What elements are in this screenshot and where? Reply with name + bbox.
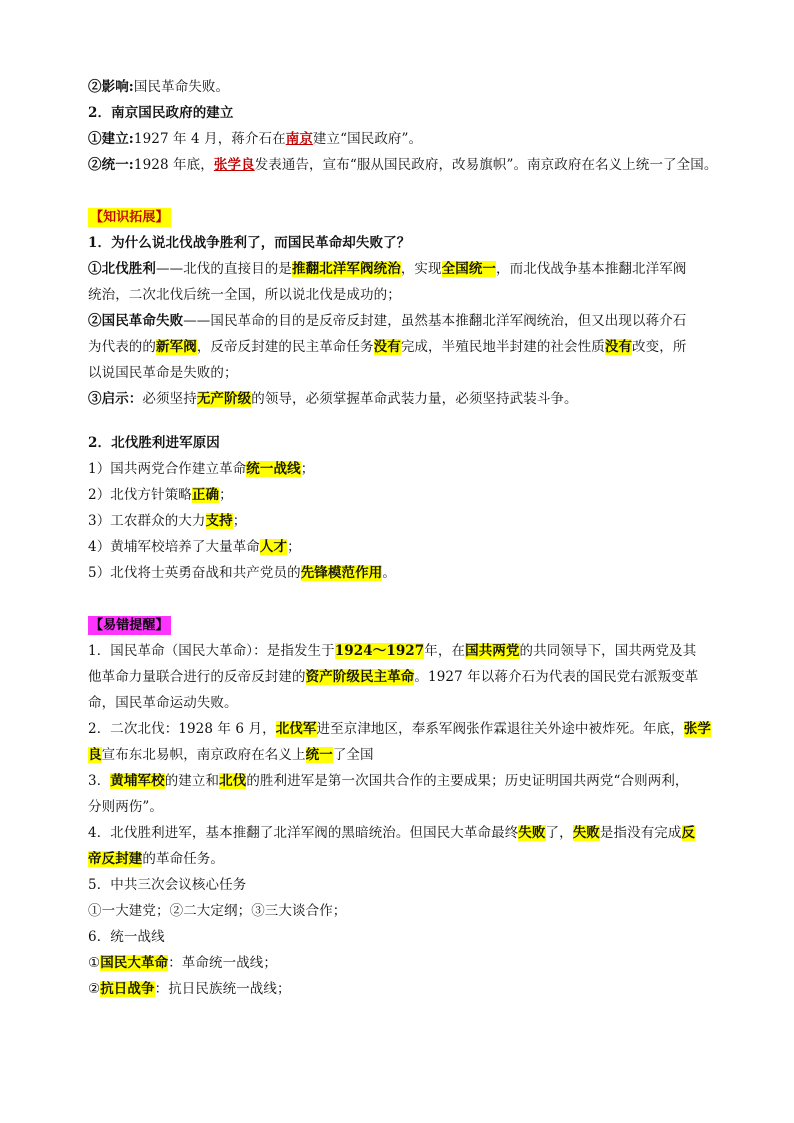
ext-p2-line1: [88, 308, 718, 334]
warn-text: 进至京津地区，奉系军阀张作霖退往关外途中被炸死。年底，: [316, 721, 684, 737]
ext-p3-text: 必须坚持: [142, 391, 197, 407]
ext-p2-line2: [88, 334, 718, 360]
ext-p1-label: ①北伐胜利: [88, 261, 156, 277]
highlight: 没有: [604, 339, 633, 355]
ext-p1-line2: 统治，二次北伐后统一全国，所以说北伐是成功的；: [88, 287, 401, 303]
highlight: 失败: [572, 825, 600, 841]
warn-i4-line2: [88, 846, 718, 872]
highlight: 先锋模范作用: [300, 565, 383, 581]
warn-text: 宣布东北易帜，南京政府在名义上: [101, 747, 306, 763]
highlight: 推翻北洋军阀统治: [292, 261, 401, 277]
influence-text: 国民革命失败。: [133, 79, 230, 95]
ext-p1-text: ，而北伐战争基本推翻北洋军阀: [496, 261, 687, 277]
ext-question-1: 1．为什么说北伐战争胜利了，而国民革命却失败了？: [88, 235, 411, 251]
ext-p2-text: ——国民革命的目的是反帝反封建，虽然基本推翻北洋军阀统治，但又出现以蒋介石: [183, 313, 687, 329]
warn-text: 他革命力量联合进行的反帝反封建的: [88, 669, 306, 685]
highlight: 张学: [683, 721, 711, 737]
ext-p3-label: ③启示：: [88, 391, 143, 407]
highlight: 国共两党: [465, 643, 520, 659]
highlight: 反: [681, 825, 696, 841]
highlight: 正确: [191, 487, 220, 503]
knowledge-ext-tag: 【知识拓展】: [90, 210, 169, 225]
ext-p2-text: 改变，所: [632, 339, 687, 355]
ext-p2-text: 完成，半殖民地半封建的社会性质: [400, 339, 605, 355]
highlight: 失败: [518, 825, 546, 841]
warn-i3-line1: [88, 768, 718, 794]
warn-i2-line2: [88, 742, 718, 768]
warn-i5-body: ①一大建党；②二大定纲；③三大谈合作；: [88, 903, 347, 919]
reason-text: 1）国共两党合作建立革命: [88, 461, 247, 477]
reason-text: ；: [300, 461, 315, 477]
warn-i3-line2: 分则两伤”。: [88, 799, 164, 815]
highlight: 资产阶级民主革命: [305, 669, 415, 685]
found-text: 1927 年 4 月，蒋介石在: [133, 131, 286, 147]
reason-item: [88, 508, 718, 534]
reason-text: ；: [232, 513, 247, 529]
warn-text: 的共同领导下，国共两党及其: [519, 643, 697, 659]
highlight: 北伐: [219, 773, 247, 789]
highlight: 全国统一: [441, 261, 497, 277]
reason-item: [88, 456, 718, 482]
highlight: 没有: [373, 339, 401, 355]
ext-p2-text: ，反帝反封建的民主革命任务: [196, 339, 374, 355]
found-text-end: 建立“国民政府”。: [312, 131, 423, 147]
ext-p2-text: 为代表的的: [88, 339, 156, 355]
warn-i2-line1: [88, 716, 718, 742]
found-place: 南京: [285, 131, 313, 147]
warn-i1-line1: [88, 638, 718, 664]
error-warning-tag: 【易错提醒】: [90, 618, 169, 633]
warn-i5-title: 5．中共三次会议核心任务: [88, 877, 247, 893]
unify-text: 1928 年底，: [133, 157, 214, 173]
influence-line: [88, 74, 718, 100]
highlight: 北伐军: [275, 721, 317, 737]
ext-tag-line: [88, 204, 718, 230]
highlight: 帝反封建: [88, 851, 143, 867]
reason-text: ；: [219, 487, 233, 503]
ext-p3-line: [88, 386, 718, 412]
reason-text: 3）工农群众的大力: [88, 513, 206, 529]
reason-text: 4）黄埔军校培养了大量革命: [88, 539, 260, 555]
unify-label: ②统一:: [88, 157, 134, 173]
highlight: 1924～1927: [334, 643, 425, 659]
warn-text: 3．: [88, 773, 111, 789]
found-label: ①建立:: [88, 131, 134, 147]
reason-item: [88, 482, 718, 508]
warn-i6-row1: [88, 950, 718, 976]
warn-i1-line2: [88, 664, 718, 690]
warn-text: ①: [88, 955, 101, 971]
ext-p1-line1: [88, 256, 718, 282]
warn-tag-line: [88, 612, 718, 638]
reason-text: 2）北伐方针策略: [88, 487, 192, 503]
highlight: 无产阶级: [196, 391, 252, 407]
ext-p1-text: ，实现: [400, 261, 442, 277]
warn-i6-title: 6．统一战线: [88, 929, 165, 945]
warn-i4-line1: [88, 820, 718, 846]
document-page: [88, 74, 718, 1002]
ext-p1-text: ——北伐的直接目的是: [156, 261, 292, 277]
reason-text: 。: [382, 565, 396, 581]
warn-text: 。1927 年以蒋介石为代表的国民党右派叛变革: [414, 669, 699, 685]
warn-text: 4．北伐胜利进军，基本推翻了北洋军阀的黑暗统治。但国民大革命最终: [88, 825, 519, 841]
warn-i1-line3: 命，国民革命运动失败。: [88, 695, 238, 711]
warn-text: 的建立和: [164, 773, 220, 789]
reason-item: [88, 534, 718, 560]
warn-text: 2．二次北伐：1928 年 6 月，: [88, 721, 276, 737]
reason-item: [88, 560, 718, 586]
influence-label: ②影响:: [88, 79, 134, 95]
warn-text: ：革命统一战线；: [168, 955, 278, 971]
highlight: 人才: [259, 539, 288, 555]
found-line: [88, 126, 718, 152]
ext-p2-line3: 以说国民革命是失败的；: [88, 365, 238, 381]
warn-text: 的革命任务。: [142, 851, 225, 867]
highlight: 抗日战争: [100, 981, 155, 997]
warn-text: 的胜利进军是第一次国共合作的主要成果；历史证明国共两党“合则两利，: [246, 773, 689, 789]
warn-text: ：抗日民族统一战线；: [154, 981, 291, 997]
highlight: 新军阀: [156, 339, 197, 355]
ext-p2-label: ②国民革命失败: [88, 313, 184, 329]
warn-text: 了，: [545, 825, 573, 841]
highlight: 国民大革命: [100, 955, 169, 971]
section2-title: 2．南京国民政府的建立: [88, 105, 234, 121]
reason-text: ；: [287, 539, 301, 555]
highlight: 统一: [305, 747, 333, 763]
highlight: 黄埔军校: [110, 773, 165, 789]
warn-text: 年，在: [424, 643, 466, 659]
warn-text: ②: [88, 981, 101, 997]
reason-text: 5）北伐将士英勇奋战和共产党员的: [88, 565, 301, 581]
warn-text: 是指没有完成: [599, 825, 682, 841]
warn-text: 1．国民革命（国民大革命）：是指发生于: [88, 643, 335, 659]
unify-line: [88, 152, 718, 178]
highlight: 支持: [205, 513, 233, 529]
highlight: 统一战线: [246, 461, 301, 477]
unify-text-end: 发表通告，宣布“服从国民政府，改易旗帜”。南京政府在名义上统一了全国。: [254, 157, 718, 173]
warn-i6-row2: [88, 976, 718, 1002]
warn-text: 了全国: [332, 747, 374, 763]
unify-person: 张学良: [213, 157, 255, 173]
ext-p3-text: 的领导，必须掌握革命武装力量，必须坚持武装斗争。: [251, 391, 578, 407]
ext-question-2: 2．北伐胜利进军原因: [88, 435, 220, 451]
highlight: 良: [88, 747, 102, 763]
